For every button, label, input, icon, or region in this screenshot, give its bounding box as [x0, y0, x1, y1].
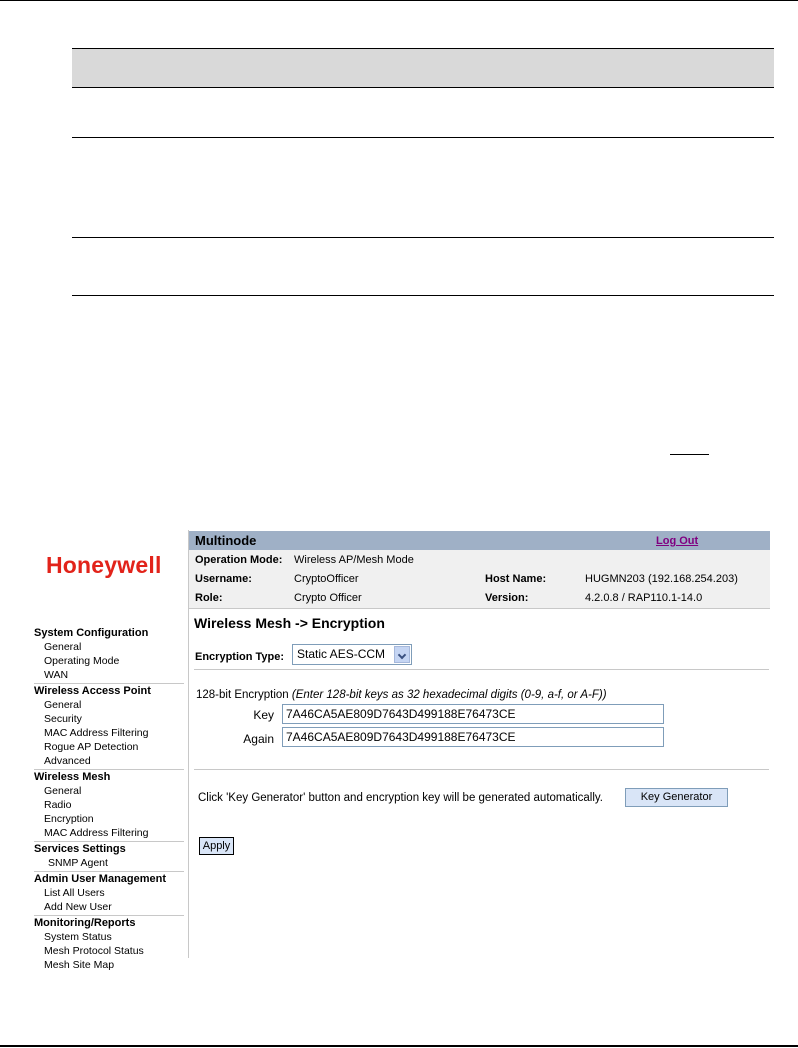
key-generator-hint: Click 'Key Generator' button and encryption key will be generated automatically.	[198, 792, 603, 804]
encryption-type-label: Encryption Type:	[195, 651, 285, 663]
divider	[194, 769, 769, 770]
app-title: Multinode	[195, 533, 257, 548]
info-panel	[189, 550, 770, 609]
encryption-hint	[196, 689, 607, 701]
key-input[interactable]	[282, 704, 664, 724]
encryption-type-select[interactable]	[292, 644, 412, 665]
hint-detail: (Enter 128-bit keys as 32 hexadecimal digits (0-9, a-f, or A-F))	[291, 689, 607, 701]
hostname-label: Host Name:	[485, 573, 547, 585]
sidebar-item[interactable]: WAN	[44, 669, 69, 681]
sidebar-item[interactable]: MAC Address Filtering	[44, 727, 149, 739]
page-bottom-rule	[0, 1045, 798, 1047]
sidebar-section-title: Monitoring/Reports	[34, 915, 184, 931]
divider	[194, 669, 769, 670]
encryption-type-value: Static AES-CCM	[297, 647, 386, 661]
operation-mode-label: Operation Mode:	[195, 554, 283, 566]
sidebar-item[interactable]: General	[44, 785, 82, 797]
page-top-rule	[0, 0, 798, 1]
sidebar-item[interactable]: General	[44, 699, 82, 711]
username-value: CryptoOfficer	[294, 573, 359, 585]
sidebar-item[interactable]: Add New User	[44, 901, 112, 913]
sidebar-section-title: Wireless Access Point	[34, 683, 184, 699]
title-bar	[189, 531, 770, 550]
sidebar-section-title: Admin User Management	[34, 871, 184, 887]
sidebar-section-title: Services Settings	[34, 841, 184, 857]
again-input[interactable]	[282, 727, 664, 747]
apply-button[interactable]: Apply	[199, 837, 234, 855]
sidebar-item[interactable]: Radio	[44, 799, 72, 811]
document-table	[72, 48, 774, 296]
sidebar-section-title: System Configuration	[34, 627, 149, 639]
document-underline-mark	[670, 454, 709, 455]
honeywell-logo: Honeywell	[46, 552, 162, 578]
sidebar-item[interactable]: Mesh Protocol Status	[44, 945, 144, 957]
operation-mode-value: Wireless AP/Mesh Mode	[294, 554, 414, 566]
again-label: Again	[243, 732, 274, 746]
sidebar-item[interactable]: Rogue AP Detection	[44, 741, 139, 753]
main-content	[189, 530, 770, 958]
hint-prefix: 128-bit Encryption	[196, 689, 292, 701]
version-value: 4.2.0.8 / RAP110.1-14.0	[585, 592, 703, 604]
key-generator-button[interactable]: Key Generator	[625, 788, 728, 807]
sidebar	[28, 530, 189, 971]
chevron-down-icon[interactable]	[394, 646, 410, 663]
document-table-row	[72, 88, 774, 138]
sidebar-item[interactable]: Encryption	[44, 813, 94, 825]
sidebar-item[interactable]: Operating Mode	[44, 655, 120, 667]
role-value: Crypto Officer	[294, 592, 362, 604]
sidebar-item[interactable]: Advanced	[44, 755, 91, 767]
sidebar-item[interactable]: MAC Address Filtering	[44, 827, 149, 839]
logout-link[interactable]: Log Out	[656, 535, 699, 547]
ui-screenshot	[28, 530, 770, 971]
sidebar-item[interactable]: SNMP Agent	[48, 857, 108, 869]
sidebar-item[interactable]: General	[44, 641, 82, 653]
role-label: Role:	[195, 592, 223, 604]
key-label: Key	[253, 708, 274, 722]
sidebar-item[interactable]: Security	[44, 713, 82, 725]
sidebar-nav	[34, 626, 184, 973]
sidebar-item[interactable]: System Status	[44, 931, 112, 943]
username-label: Username:	[195, 573, 252, 585]
sidebar-section-title: Wireless Mesh	[34, 769, 184, 785]
page-title: Wireless Mesh -> Encryption	[194, 615, 385, 631]
sidebar-item[interactable]: List All Users	[44, 887, 105, 899]
document-table-row	[72, 238, 774, 296]
document-table-header	[72, 48, 774, 88]
hostname-value: HUGMN203 (192.168.254.203)	[585, 573, 738, 585]
version-label: Version:	[485, 592, 529, 604]
document-table-row	[72, 138, 774, 238]
sidebar-item[interactable]: Mesh Site Map	[44, 959, 115, 971]
